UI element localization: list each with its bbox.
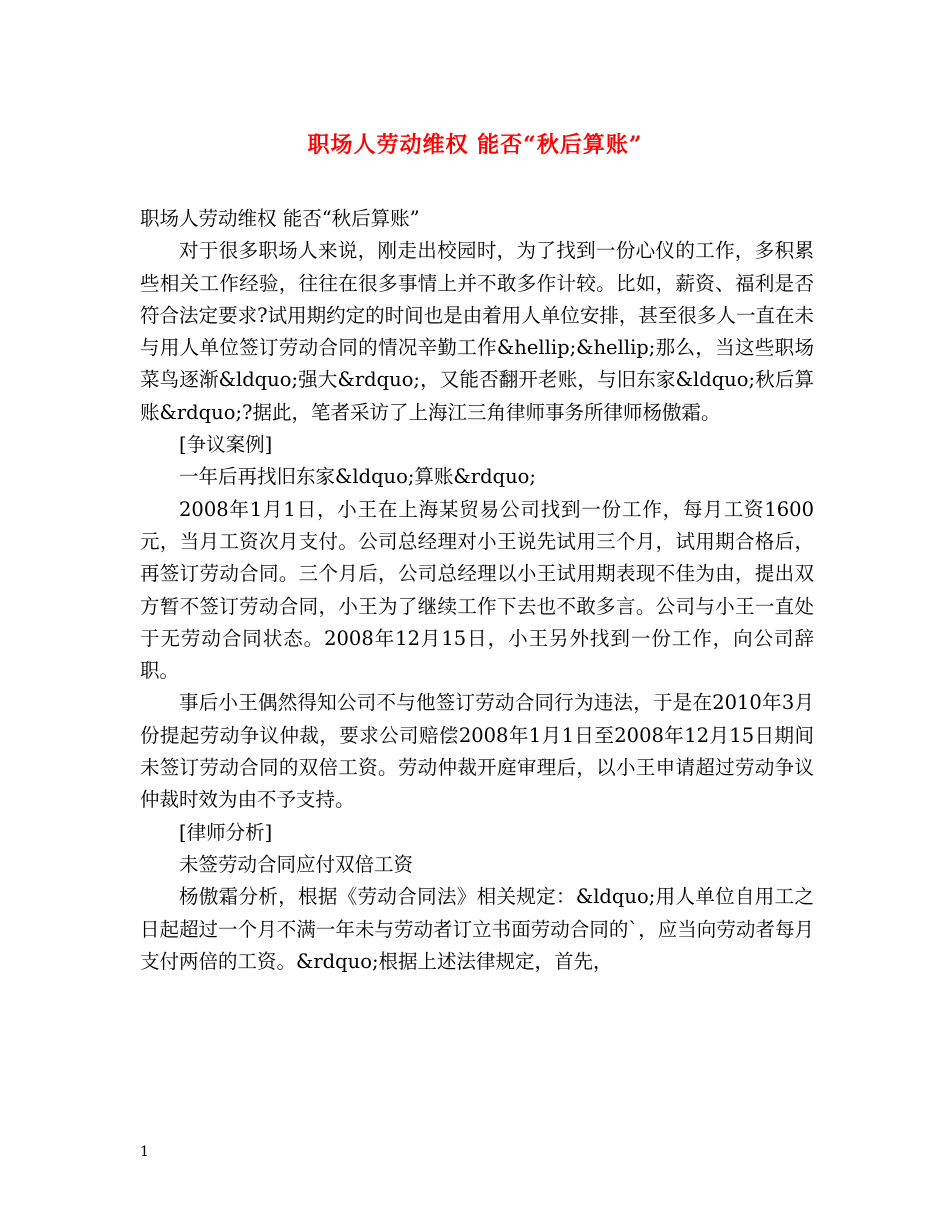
paragraph-analysis: 杨傲霜分析，根据《劳动合同法》相关规定：&ldquo;用人单位自用工之日起超过一个月不满一年未与劳动者订立书面劳动合同的`，应当向劳动者每月支付两倍的工资。&rdquo;根据上述法律规定，首先， [140, 885, 814, 973]
paragraph-arbitration: 事后小王偶然得知公司不与他签订劳动合同行为违法，于是在2010年3月份提起劳动争议仲裁，要求公司赔偿2008年1月1日至2008年12月15日期间未签订劳动合同的双倍工资。劳动仲裁开庭审理后，以小王申请超过劳动争议仲裁时效为由不予支持。 [140, 691, 814, 812]
analysis-subheading: 未签劳动合同应付双倍工资 [179, 852, 414, 876]
case-subheading: 一年后再找旧东家&ldquo;算账&rdquo; [179, 465, 536, 489]
page-number: 1 [140, 1144, 149, 1160]
paragraph-intro: 对于很多职场人来说，刚走出校园时，为了找到一份心仪的工作，多积累些相关工作经验，往往在很多事情上并不敢多作计较。比如，薪资、福利是否符合法定要求?试用期约定的时间也是由着用人单位安排，甚至很多人一直在未与用人单位签订劳动合同的情况辛勤工作&hellip;&hellip;那么，当这些职场菜鸟逐渐&ldquo;强大&rdquo;，又能否翻开老账，与旧东家&ldquo;秋后算账&rdquo;?据此，笔者采访了上海江三角律师事务所律师杨傲霜。 [140, 239, 814, 424]
paragraph-case-facts: 2008年1月1日，小王在上海某贸易公司找到一份工作，每月工资1600元，当月工资次月支付。公司总经理对小王说先试用三个月，试用期合格后，再签订劳动合同。三个月后，公司总经理以小王试用期表现不佳为由，提出双方暂不签订劳动合同，小王为了继续工作下去也不敢多言。公司与小王一直处于无劳动合同状态。2008年12月15日，小王另外找到一份工作，向公司辞职。 [140, 497, 814, 683]
section-heading-lawyer-analysis: [律师分析] [179, 820, 273, 844]
document-body [140, 203, 814, 978]
paragraph-subtitle: 职场人劳动维权 能否“秋后算账” [140, 207, 420, 230]
document-title: 职场人劳动维权 能否“秋后算账” [307, 132, 643, 158]
section-heading-dispute-case: [争议案例] [179, 433, 273, 457]
